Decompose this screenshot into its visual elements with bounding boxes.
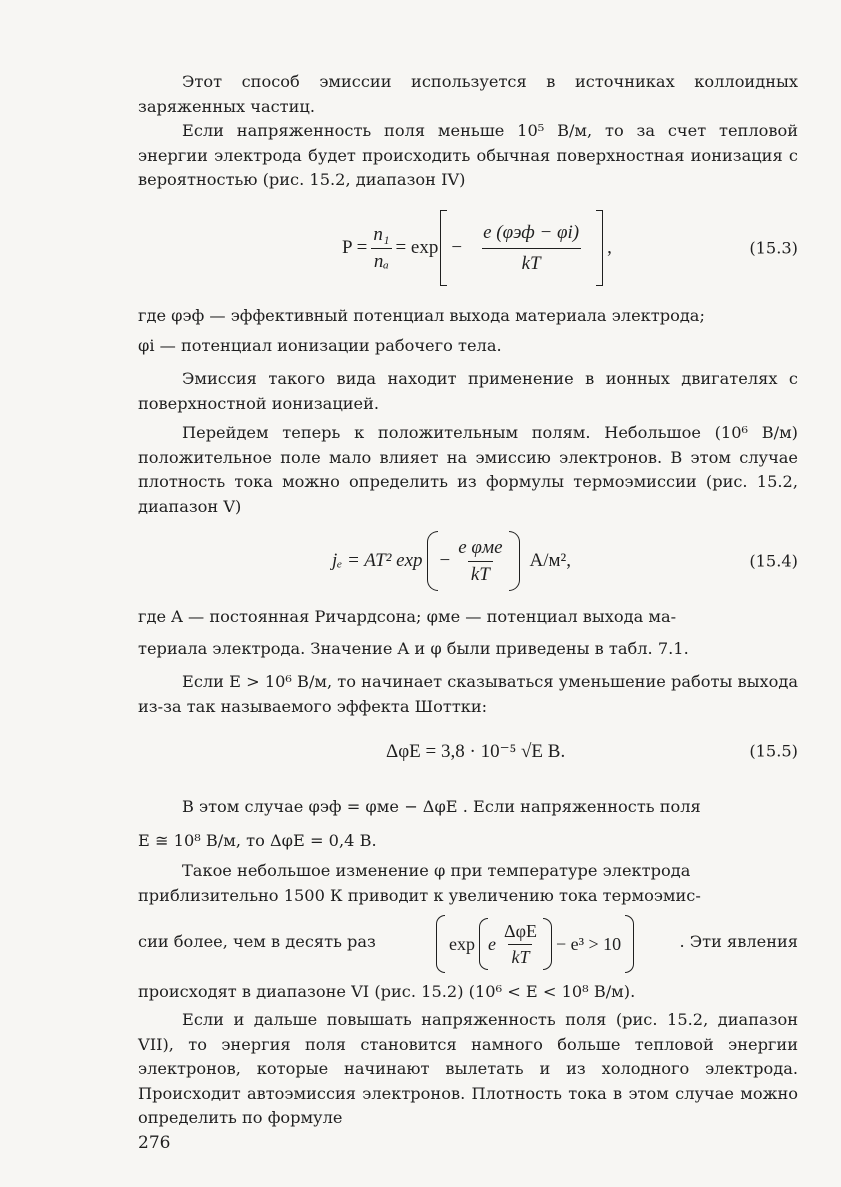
paragraph-range-vi <box>138 980 798 1005</box>
fraction-n1-na <box>370 224 392 273</box>
fraction-denominator: nₐ <box>371 248 392 273</box>
fraction-numerator: ΔφE <box>504 920 537 941</box>
paren-left <box>436 915 445 973</box>
paren-left <box>427 531 438 591</box>
formula-lhs: P = <box>342 237 368 258</box>
paragraph-case <box>138 790 798 858</box>
fraction-exponent <box>469 222 593 275</box>
formula-15-3 <box>138 206 798 290</box>
paragraph-text: Эмиссия такого вида находит применение в ионных двигателях с поверхностной ионизацией. <box>138 369 798 413</box>
paragraph-definitions-2 <box>138 605 798 668</box>
paragraph-text: Если и дальше повышать напряженность поля (рис. 15.2, диапазон VII), то энергия поля становится намного больше тепловой энергии электронов, которые начинают вылетать и из холодного электрода. Происходит автоэмиссия электронов. Плотность тока в этом случае можно определить по формуле <box>138 1010 798 1127</box>
paragraph-positive-fields <box>138 421 798 519</box>
paragraph-text: Если E > 10⁶ В/м, то начинает сказываться уменьшение работы выхода из-за так называемого эффекта Шоттки: <box>138 672 798 716</box>
inline-formula <box>436 914 634 974</box>
formula-tail: − e³ > 10 <box>555 933 622 954</box>
paragraph-autoemission <box>138 1008 798 1131</box>
paragraph-ion-engines <box>138 367 798 416</box>
line-text: E ≅ 10⁸ В/м, то ΔφE = 0,4 В. <box>138 831 377 850</box>
page-number: 276 <box>138 1133 171 1153</box>
fraction-numerator: e (φэф − φi) <box>483 221 580 243</box>
fraction-denominator: kT <box>468 561 493 586</box>
paragraph-thermo-increase <box>138 859 798 908</box>
formula-comma: , <box>607 237 612 258</box>
formula-15-4 <box>138 528 798 594</box>
line-text: происходят в диапазоне VI (рис. 15.2) (10⁶ < E < 10⁸ В/м). <box>138 982 636 1001</box>
line-text: где φэф — эффективный потенциал выхода материала электрода; <box>138 306 705 325</box>
paragraph-text: Если напряженность поля меньше 10⁵ В/м, то за счет тепловой энергии электрода будет происходить обычная поверхностная ионизация с вероятностью (рис. 15.2, диапазон IV) <box>138 121 798 189</box>
line-text: териала электрода. Значение A и φ были приведены в табл. 7.1. <box>138 638 689 658</box>
paren-right-inner <box>543 918 552 970</box>
paragraph-text: Перейдем теперь к положительным полям. Небольшое (10⁶ В/м) положительное поле мало влияет на эмиссию электронов. В этом случае плотность тока можно определить из формулы термоэмиссии (рис. 15.2, диапазон V) <box>138 423 798 516</box>
paragraph-text: Этот способ эмиссии используется в источниках коллоидных заряженных частиц. <box>138 72 798 116</box>
equation-number: (15.3) <box>749 238 798 258</box>
paren-right <box>625 915 634 973</box>
square-bracket-left <box>440 210 447 286</box>
formula-e: e <box>488 933 496 954</box>
paren-right <box>509 531 520 591</box>
minus-sign: − <box>439 550 451 571</box>
fraction-denominator: kT <box>482 248 581 275</box>
paragraph-definitions-1 <box>138 304 798 363</box>
line-text: где A — постоянная Ричардсона; φме — потенциал выхода ма- <box>138 607 677 626</box>
formula-lhs: jₑ = AT² exp <box>332 550 423 571</box>
fraction-numerator: e φме <box>458 536 503 558</box>
formula-15-5 <box>138 733 798 769</box>
line-text: φi — потенциал ионизации рабочего тела. <box>138 335 502 355</box>
paragraph-field-weak <box>138 119 798 193</box>
paragraph-schottky <box>138 670 798 719</box>
formula-exp: exp <box>449 933 475 954</box>
paren-left-inner <box>479 918 488 970</box>
inline-formula-line <box>138 914 798 974</box>
line-text: . Эти явления <box>679 932 798 951</box>
equation-number: (15.4) <box>749 551 798 571</box>
formula-exp: = exp <box>395 237 439 258</box>
formula-unit: А/м², <box>529 550 571 571</box>
fraction-exponent <box>455 537 505 586</box>
minus-sign: − <box>451 237 463 258</box>
formula-expression: ΔφE = 3,8 · 10⁻⁵ √E В. <box>386 740 566 762</box>
fraction-inline <box>501 921 540 968</box>
line-text: сии более, чем в десять раз <box>138 932 376 951</box>
paragraph-colloid <box>138 70 798 119</box>
line-text: приблизительно 1500 К приводит к увеличению тока термоэмис- <box>138 885 701 905</box>
fraction-denominator: kT <box>508 944 532 968</box>
fraction-numerator: n₁ <box>373 223 390 245</box>
equation-number: (15.5) <box>749 741 798 761</box>
line-text: В этом случае φэф = φме − ΔφE . Если напряженность поля <box>182 797 701 816</box>
square-bracket-right <box>596 210 603 286</box>
line-text: Такое небольшое изменение φ при температуре электрода <box>182 861 691 880</box>
